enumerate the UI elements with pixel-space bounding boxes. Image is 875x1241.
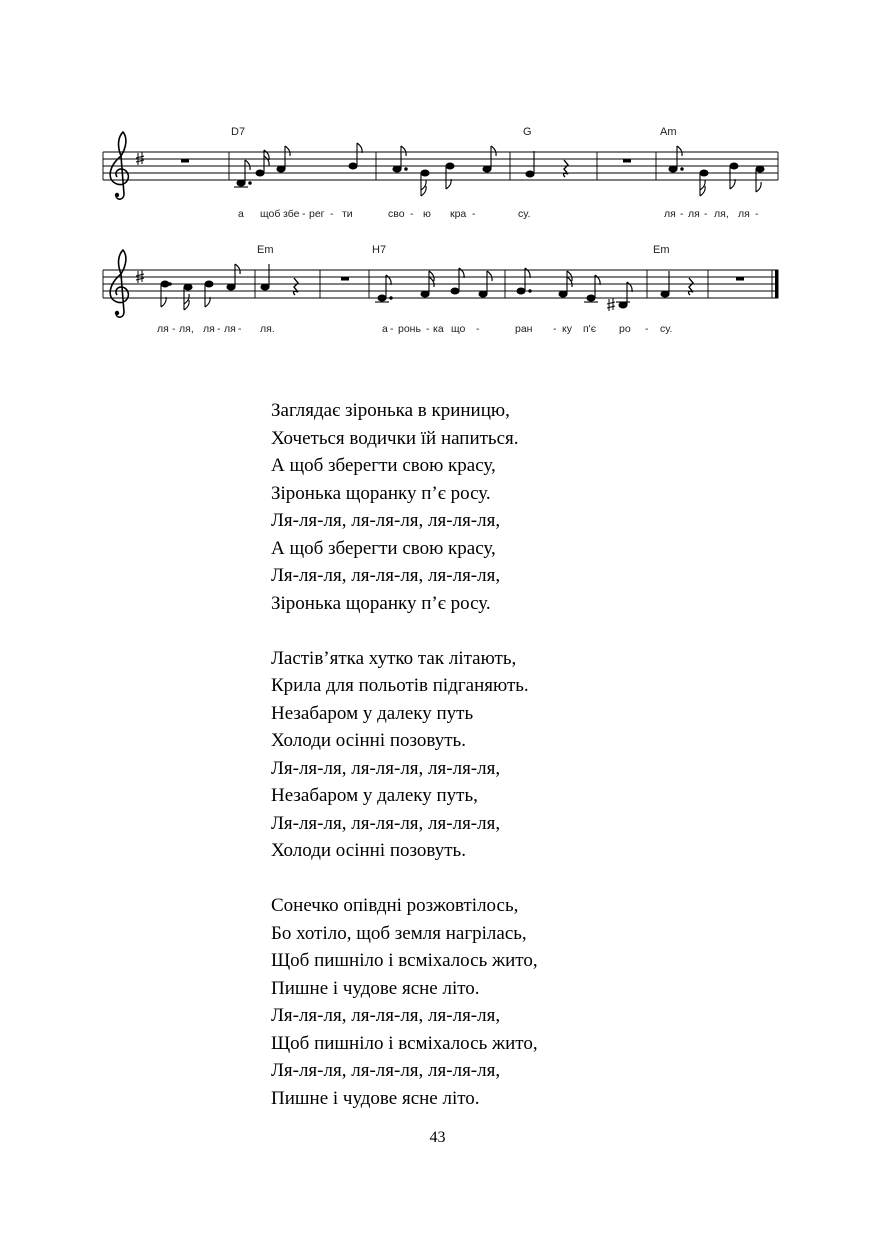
lyric-line: Сонечко опівдні розжовтілось, (271, 895, 519, 916)
lyric-line: Крила для польотів підганяють. (271, 675, 529, 696)
svg-text:збе: збе (283, 208, 300, 220)
lyric-line: Пишне і чудове ясне літо. (271, 1087, 480, 1109)
svg-text:-: - (755, 208, 759, 220)
svg-text:ка: ка (433, 323, 444, 335)
svg-text:ля: ля (688, 208, 700, 220)
svg-text:ро: ро (619, 323, 631, 335)
stanza-3 (271, 892, 791, 1112)
svg-text:ля,: ля, (714, 208, 729, 220)
svg-text:ля.: ля. (260, 323, 275, 335)
svg-text:ран: ран (515, 323, 533, 335)
svg-text:-: - (476, 323, 480, 335)
whole-rest-icon (736, 277, 744, 281)
lyric-line: Холоди осінні позовуть. (271, 730, 466, 751)
lyric-line: Незабаром у далеку путь (271, 702, 474, 724)
key-signature-sharp-icon (136, 270, 144, 283)
lyric-line: Незабаром у далеку путь, (271, 785, 478, 806)
svg-text:щоб: щоб (260, 208, 281, 220)
lyric-line-1 (238, 208, 759, 220)
quarter-rest-icon (564, 160, 568, 177)
svg-text:п'є: п'є (583, 323, 597, 335)
notes-measure-6 (669, 146, 764, 196)
lyric-line: А щоб зберегти свою красу, (271, 537, 496, 559)
svg-text:ю: ю (423, 208, 431, 220)
svg-text:ку: ку (562, 323, 572, 335)
lyric-line: Ля-ля-ля, ля-ля-ля, ля-ля-ля, (271, 1005, 501, 1026)
svg-text:сво: сво (388, 208, 405, 220)
whole-rest-icon (341, 277, 349, 281)
svg-text:су.: су. (518, 208, 531, 220)
lyric-line: Ля-ля-ля, ля-ля-ля, ля-ля-ля, (271, 757, 501, 779)
svg-text:рег: рег (309, 208, 325, 220)
svg-text:ля,: ля, (179, 323, 194, 335)
svg-text:-: - (645, 323, 649, 335)
svg-text:-: - (704, 208, 708, 220)
svg-text:що: що (451, 323, 466, 335)
lyric-line: Щоб пишніло і всміхалось жито, (271, 950, 538, 971)
svg-text:ля: ля (738, 208, 750, 220)
svg-text:-: - (680, 208, 684, 220)
whole-rest-icon (623, 159, 631, 163)
svg-text:-: - (553, 323, 557, 335)
final-barline (775, 270, 779, 299)
chord-symbol: D7 (231, 126, 246, 138)
svg-text:-: - (330, 208, 334, 220)
svg-text:ля: ля (157, 323, 169, 335)
chord-symbol: Em (257, 244, 274, 256)
lyric-line: А щоб зберегти свою красу, (271, 455, 496, 476)
notes-measure-4 (526, 151, 534, 177)
svg-text:ля: ля (224, 323, 236, 335)
svg-text:-: - (238, 323, 242, 335)
staff-system-2 (103, 244, 779, 335)
chord-symbol: H7 (372, 244, 387, 256)
lyric-line: Зіронька щоранку п’є росу. (271, 482, 491, 504)
lyric-line: Ластів’ятка хутко так літають, (271, 647, 517, 669)
stanza-2 (271, 645, 791, 865)
lyric-line: Зіронька щоранку п’є росу. (271, 592, 491, 614)
song-lyrics (271, 397, 791, 1140)
lyric-line: Щоб пишніло і всміхалось жито, (271, 1032, 538, 1054)
svg-text:-: - (390, 323, 394, 335)
lyric-line: Хочеться водички їй напиться. (271, 427, 519, 449)
svg-text:-: - (172, 323, 176, 335)
key-signature-sharp-icon (136, 152, 144, 165)
notes-measure-3 (393, 146, 496, 196)
svg-text:кра: кра (450, 208, 467, 220)
svg-text:а: а (238, 208, 244, 220)
svg-text:ля: ля (203, 323, 215, 335)
lyric-line: Пишне і чудове ясне літо. (271, 977, 480, 999)
chord-symbol: Am (660, 126, 677, 138)
svg-text:-: - (426, 323, 430, 335)
quarter-rest-icon (294, 278, 298, 295)
lyric-line-2 (157, 323, 672, 335)
staff-system-1 (103, 126, 778, 220)
svg-text:-: - (217, 323, 221, 335)
chord-symbol: G (523, 126, 532, 138)
lyric-line: Ля-ля-ля, ля-ля-ля, ля-ля-ля, (271, 510, 501, 531)
svg-text:ронь: ронь (398, 323, 421, 335)
svg-text:-: - (302, 208, 306, 220)
accidental-sharp-icon (607, 298, 615, 311)
notes-measure-1 (161, 264, 240, 310)
svg-text:ти: ти (342, 208, 353, 220)
svg-text:а: а (382, 323, 388, 335)
svg-text:-: - (410, 208, 414, 220)
lyric-line: Бо хотіло, щоб земля нагрілась, (271, 922, 527, 944)
stanza-1 (271, 397, 791, 617)
page-number: 43 (429, 1129, 446, 1146)
lyric-line: Холоди осінні позовуть. (271, 840, 466, 861)
svg-text:су.: су. (660, 323, 673, 335)
quarter-rest-icon (689, 278, 693, 295)
lyric-line: Заглядає зіронька в криницю, (271, 400, 510, 421)
svg-text:ля: ля (664, 208, 676, 220)
sheet-music (0, 0, 875, 360)
notes-measure-4 (375, 268, 492, 302)
lyric-line: Ля-ля-ля, ля-ля-ля, ля-ля-ля, (271, 812, 501, 834)
svg-text:-: - (472, 208, 476, 220)
whole-rest-icon (181, 159, 189, 163)
chord-symbol: Em (653, 244, 670, 256)
lyric-line: Ля-ля-ля, ля-ля-ля, ля-ля-ля, (271, 565, 501, 586)
lyric-line: Ля-ля-ля, ля-ля-ля, ля-ля-ля, (271, 1060, 501, 1081)
